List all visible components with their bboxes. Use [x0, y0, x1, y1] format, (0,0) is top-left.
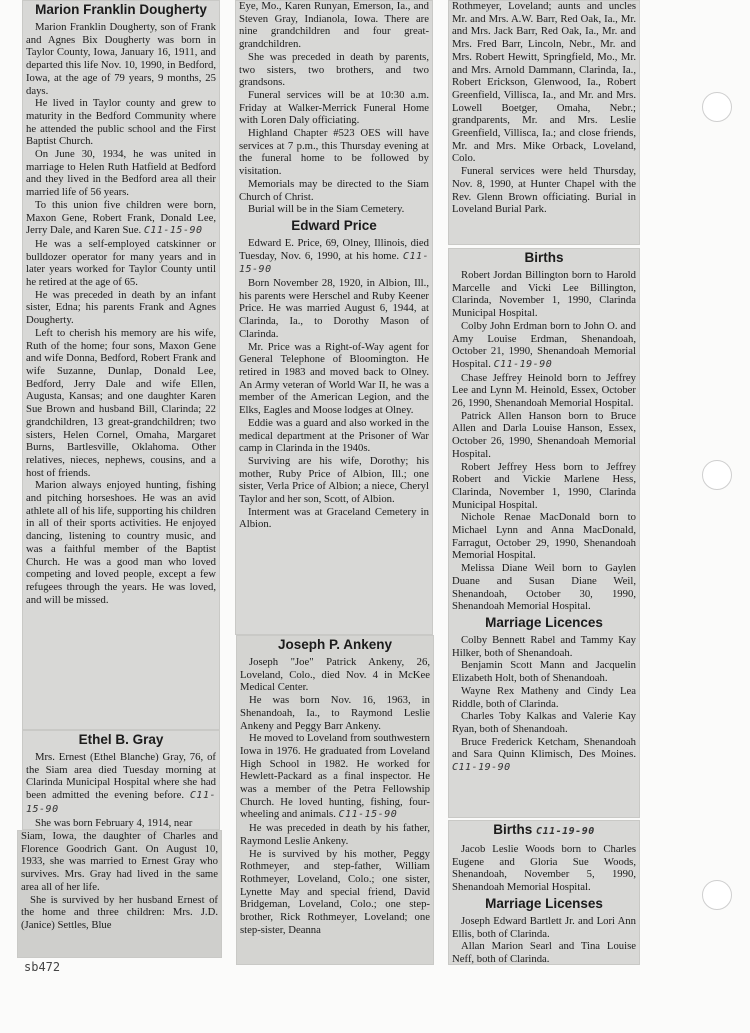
paragraph: Eye, Mo., Karen Runyan, Emerson, Ia., and Steven Gray, Indianola, Iowa. There are nine grandchildren and four great-grandchildren.	[239, 0, 429, 51]
paragraph	[26, 751, 216, 817]
paragraph	[452, 320, 636, 372]
births-and-marriages	[448, 248, 640, 818]
paragraph: Rothmeyer, Loveland; aunts and uncles Mr. and Mrs. A.W. Barr, Red Oak, Ia., Mr. and Mrs. Jack Barr, Red Oak, Ia., Mr. and Mrs. Fred Barr, Lincoln, Nebr., Mr. and Mrs. Robert Hewitt, Springfield, Mo., Mr. and Mrs. Arnold Dammann, Clarinda, Ia., Robert Erickson, Glenwood, Ia., Robert Greenfield, Villisca, Ia., and Mr. and Mrs. Lowell Boetger, Omaha, Nebr.; grandparents, Mr. and Mrs. Leslie Greenfield, Villisca, Ia.; and close friends, Mr. and Mrs. Mike Orback, Loveland, Colo.	[452, 0, 636, 165]
paragraph: He was preceded in death by an infant sister, Edna; his parents Frank and Agnes Dougherty.	[26, 288, 216, 327]
paragraph: Colby Bennett Rabel and Tammy Kay Hilker, both of Shenandoah.	[452, 633, 636, 659]
handwritten-date-note: C11-15-90	[338, 809, 398, 821]
paragraph: He lived in Taylor county and grew to maturity in the Bedford Community where he attended the public school and the First Baptist Church.	[26, 97, 216, 148]
obituary-title: Ethel B. Gray	[78, 732, 164, 747]
handwritten-date-note: C11-15-90	[143, 225, 203, 237]
obituary-title: Joseph P. Ankeny	[277, 637, 393, 652]
paragraph: Melissa Diane Weil born to Gaylen Duane and Susan Diane Weil, Shenandoah, October 30, 1990, Shenandoah Memorial Hospital.	[452, 562, 636, 613]
obituary-title: Edward Price	[291, 217, 377, 233]
births-and-marriages-2	[448, 820, 640, 965]
paragraph: Benjamin Scott Mann and Jacquelin Elizabeth Holt, both of Shenandoah.	[452, 659, 636, 685]
obituary-gray-continued	[17, 830, 222, 958]
obituary-gray-price	[235, 0, 433, 635]
obituary-ankeny-continued	[448, 0, 640, 245]
paragraph	[26, 199, 216, 238]
paragraph: Funeral services will be at 10:30 a.m. Friday at Walker-Merrick Funeral Home with Loren Daly officiating.	[239, 88, 429, 127]
handwritten-date-note: C11-15-90	[239, 250, 430, 276]
paragraph: He was preceded in death by his father, Raymond Leslie Ankeny.	[240, 822, 430, 847]
paragraph-text: He moved to Loveland from southwestern Iowa in 1976. He graduated from Loveland High School in 1982. He worked for Hewlett-Packard as a final inspector. He was a member of the Petra Fellowship Church. He loved hunting, fishing, four-wheeling and animals.	[240, 732, 430, 821]
paragraph: Jacob Leslie Woods born to Charles Eugene and Gloria Sue Woods, Shenandoah, November 5, 1990, Shenandoah Memorial Hospital.	[452, 843, 636, 894]
punch-hole	[702, 880, 732, 910]
handwritten-date-note: C11-19-90	[452, 762, 511, 774]
obituary-ankeny	[236, 635, 434, 965]
paragraph: Mr. Price was a Right-of-Way agent for General Telephone of Bloomington. He retired in 1983 and moved back to Olney. An Army veteran of World War II, he was a member of the American Legion, and the Elks, Eagles and Moose lodges at Olney.	[239, 340, 429, 417]
punch-hole	[702, 460, 732, 490]
paragraph: Interment was at Graceland Cemetery in Albion.	[239, 505, 429, 531]
section-title: Births	[524, 250, 564, 265]
paragraph: Joseph Edward Bartlett Jr. and Lori Ann Ellis, both of Clarinda.	[452, 914, 636, 940]
paragraph: He was born Nov. 16, 1963, in Shenandoah, Ia., to Raymond Leslie Ankeny and Peggy Barr Ankeny.	[240, 694, 430, 732]
paragraph: He was a self-employed catskinner or bulldozer operator for many years and in later years worked for Taylor County until he retired at the age of 65.	[26, 237, 216, 289]
paragraph-text: Mrs. Ernest (Ethel Blanche) Gray, 76, of the Siam area died Tuesday morning at Clarinda Municipal Hospital where she had been admitted the evening before.	[26, 751, 216, 802]
punch-hole	[702, 92, 732, 122]
paragraph: Robert Jordan Billington born to Harold Marcelle and Vicki Lee Billington, Clarinda, November 1, 1990, Clarinda Municipal Hospital.	[452, 269, 636, 320]
paragraph: Funeral services were held Thursday, Nov. 8, 1990, at Hunter Chapel with the Rev. Glenn Brown officiating. Burial in Loveland Burial Park.	[452, 165, 636, 216]
section-title-text: Births	[493, 822, 533, 837]
paragraph: Joseph "Joe" Patrick Ankeny, 26, Loveland, Colo., died Nov. 4 in McKee Medical Center.	[240, 656, 430, 694]
section-title: Marriage Licences	[485, 614, 603, 630]
paragraph: Eddie was a guard and also worked in the medical department at the Prisoner of War camp in Clarinda in the 1940s.	[239, 416, 429, 455]
paragraph: Wayne Rex Matheny and Cindy Lea Riddle, both of Clarinda.	[452, 684, 636, 710]
paragraph	[239, 237, 429, 277]
paragraph: On June 30, 1934, he was united in marriage to Helen Ruth Hatfield at Bedford and they lived in the Bedford area all their married life of 56 years.	[26, 148, 216, 199]
handwritten-date-note: C11-19-90	[493, 358, 553, 370]
obituary-title: Marion Franklin Dougherty	[35, 2, 207, 17]
paragraph: Patrick Allen Hanson born to Bruce Allen and Darla Louise Hanson, Essex, October 26, 1990, Shenandoah Memorial Hospital.	[452, 409, 636, 460]
paragraph-text: Bruce Frederick Ketcham, Shenandoah and Sara Quinn Klimisch, Des Moines.	[452, 735, 636, 761]
paragraph	[240, 732, 430, 822]
paragraph: Marion Franklin Dougherty, son of Frank and Agnes Bix Dougherty was born in Taylor County, Iowa, January 16, 1911, and departed this life Nov. 10, 1990, in Bedford, Iowa, at the age of 79 years, 9 months, 25 days.	[26, 21, 216, 97]
paragraph: Siam, Iowa, the daughter of Charles and Florence Goodrich Gant. On August 10, 1933, she was married to Ernest Gray who survives. Mrs. Gray had lived in the same area all of her life.	[21, 830, 218, 893]
paragraph-text: Colby John Erdman born to John O. and Amy Louise Erdman, Shenandoah, October 21, 1990, Shenandoah Memorial Hospital.	[452, 319, 636, 370]
obituary-gray	[22, 730, 220, 830]
paragraph: Chase Jeffrey Heinold born to Jeffrey Lee and Lynn M. Heinold, Essex, October 26, 1990, Shenandoah Memorial Hospital.	[452, 371, 636, 410]
section-title	[452, 820, 636, 843]
handwritten-date-note: C11-15-90	[26, 790, 216, 815]
paragraph-text: To this union five children were born, Maxon Gene, Robert Frank, Donald Lee, Jerry Dale, and Karen Sue.	[26, 198, 216, 237]
handwritten-page-number: sb472	[24, 960, 61, 974]
paragraph: She is survived by her husband Ernest of the home and three children: Mrs. J.D. (Janice) Settles, Blue	[21, 893, 218, 931]
paragraph: Nichole Renae MacDonald born to Michael Lynn and Anna MacDonald, Farragut, October 29, 1990, Shenandoah Memorial Hospital.	[452, 511, 636, 562]
paragraph: Marion always enjoyed hunting, fishing and pitching horseshoes. He was an avid athlete all of his life, supporting his children in all of their sports activities. He enjoyed dancing, listening to country music, and was a faithful member of the Baptist Church. He was a good man who loved competing and loved people, except a few refugees through the years. He was loved, and will be missed.	[26, 479, 216, 606]
paragraph: She was born February 4, 1914, near	[35, 816, 193, 829]
paragraph: Robert Jeffrey Hess born to Jeffrey Robert and Vickie Marlene Hess, Clarinda, November 1, 1990, Clarinda Municipal Hospital.	[452, 460, 636, 511]
paragraph: Memorials may be directed to the Siam Church of Christ.	[239, 177, 429, 203]
paragraph: Surviving are his wife, Dorothy; his mother, Ruby Price of Albion, Ill.; one sister, Verla Price of Albion; a niece, Cheryl Taylor and her son, Scott, of Albion.	[239, 454, 429, 506]
paragraph: Left to cherish his memory are his wife, Ruth of the home; four sons, Maxon Gene and wife Donna, Bedford, Robert Frank and wife Suzanne, Dunlap, Donald Lee, Bedford, Jerry Dale and wife Ellen, Augusta, Kansas; and one daughter Karen Sue Brown and husband Bill, Clarinda; 22 grandchildren, 13 great-grandchildren; two sisters, Helen Cornel, Omaha, Margaret Burns, Bartlesville, Oklahoma. Other relatives, nieces, nephews, cousins, and a host of friends.	[26, 326, 216, 479]
paragraph-text: Edward E. Price, 69, Olney, Illinois, died Tuesday, Nov. 6, 1990, at his home.	[239, 236, 429, 262]
handwritten-date-note: C11-19-90	[536, 826, 595, 837]
obituary-dougherty	[22, 0, 220, 730]
paragraph: Burial will be in the Siam Cemetery.	[248, 203, 405, 216]
section-title: Marriage Licenses	[485, 895, 603, 911]
paragraph: Allan Marion Searl and Tina Louise Neff, both of Clarinda.	[452, 940, 636, 965]
paragraph: Highland Chapter #523 OES will have services at 7 p.m., this Thursday evening at the funeral home to be followed by visitation.	[239, 127, 429, 178]
paragraph	[452, 736, 636, 775]
paragraph: He is survived by his mother, Peggy Rothmeyer, and step-father, William Rothmeyer, Loveland, Colo.; one sister, Lynette May and special friend, David Bridgeman, Loveland, Colo.; one step-brother, Rick Rothmeyer, Loveland; one step-sister, Deanna	[240, 847, 430, 936]
paragraph: Born November 28, 1920, in Albion, Ill., his parents were Herschel and Ruby Keener Price. He was married August 6, 1944, at Clarinda, Ia., to Dorothy Mason of Clarinda.	[239, 277, 429, 340]
paragraph: Charles Toby Kalkas and Valerie Kay Ryan, both of Shenandoah.	[452, 710, 636, 735]
paragraph: She was preceded in death by parents, two sisters, two brothers, and two grandsons.	[239, 50, 429, 89]
